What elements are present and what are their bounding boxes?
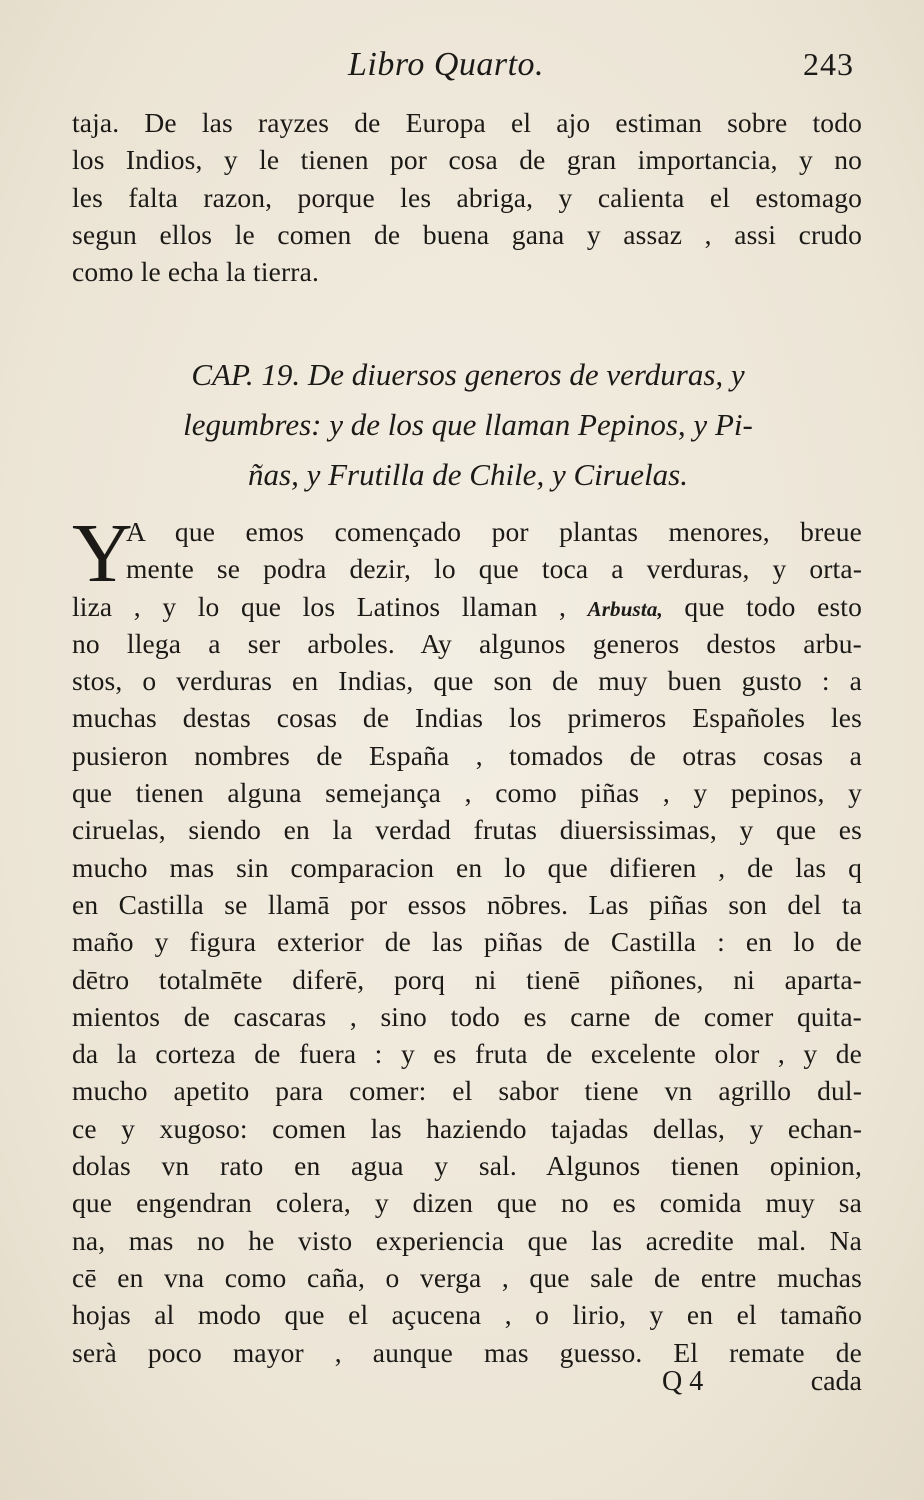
text-line-with-latin <box>72 588 862 625</box>
text-line: mente se podra dezir, lo que toca a verduras, y orta- <box>126 553 862 585</box>
text-line: serà poco mayor , aunque mas guesso. El remate de <box>72 1336 862 1368</box>
text-line: A que emos començado por plantas menores, breue <box>126 516 862 547</box>
text-line: en Castilla se llamā por essos nōbres. Las piñas son del ta <box>72 888 862 920</box>
text-line: stos, o verduras en Indias, que son de muy buen gusto : a <box>72 665 862 697</box>
text-segment: liza , y lo que los Latinos llaman , <box>72 590 567 622</box>
text-line: dolas vn rato en agua y sal. Algunos tienen opinion, <box>72 1150 862 1182</box>
text-line: hojas al modo que el açucena , o lirio, y en el tamaño <box>72 1299 862 1331</box>
text-line: como le echa la tierra. <box>72 256 319 288</box>
heading-line: CAP. 19. De diuersos generos de verduras, y <box>191 357 745 392</box>
text-line: cē en vna como caña, o verga , que sale de entre muchas <box>72 1261 862 1293</box>
paragraph-top <box>72 104 862 290</box>
text-line: los Indios, y le tienen por cosa de gran importancia, y no <box>72 144 862 176</box>
text-line: maño y figura exterior de las piñas de Castilla : en lo de <box>72 926 862 958</box>
page-header <box>0 46 924 96</box>
latin-word: Arbusta, <box>587 596 663 621</box>
text-line: muchas destas cosas de Indias los primeros Españoles les <box>72 702 862 734</box>
text-line: ce y xugoso: comen las haziendo tajadas dellas, y echan- <box>72 1112 862 1144</box>
text-line: dētro totalmēte diferē, porq ni tienē piñones, ni aparta- <box>72 963 862 995</box>
text-line: ciruelas, siendo en la verdad frutas diuersissimas, y que es <box>72 814 862 846</box>
heading-line: ñas, y Frutilla de Chile, y Ciruelas. <box>248 457 688 492</box>
text-line: que tienen alguna semejança , como piñas , y pepinos, y <box>72 777 862 809</box>
chapter-heading <box>118 350 818 500</box>
text-line: taja. De las rayzes de Europa el ajo estiman sobre todo <box>72 107 862 138</box>
catchword: cada <box>810 1366 862 1397</box>
text-line: segun ellos le comen de buena gana y assaz , assi crudo <box>72 218 862 250</box>
heading-line: legumbres: y de los que llaman Pepinos, y Pi- <box>183 407 753 442</box>
text-line: mientos de cascaras , sino todo es carne de comer quita- <box>72 1000 862 1032</box>
text-line: que engendran colera, y dizen que no es comida muy sa <box>72 1187 862 1219</box>
text-line: da la corteza de fuera : y es fruta de excelente olor , y de <box>72 1038 862 1070</box>
running-title: Libro Quarto. <box>348 46 545 83</box>
text-line: pusieron nombres de España , tomados de otras cosas a <box>72 739 862 771</box>
text-segment: que todo esto <box>684 590 862 622</box>
page-footer <box>0 1366 924 1406</box>
drop-cap: Y <box>72 507 133 600</box>
text-line: mucho apetito para comer: el sabor tiene vn agrillo dul- <box>72 1075 862 1107</box>
text-line: na, mas no he visto experiencia que las acredite mal. Na <box>72 1224 862 1256</box>
signature-mark: Q 4 <box>662 1366 704 1397</box>
main-text <box>72 507 862 1371</box>
text-line: les falta razon, porque les abriga, y calienta el estomago <box>72 181 862 213</box>
page-number: 243 <box>803 46 854 82</box>
text-line: mucho mas sin comparacion en lo que difieren , de las q <box>72 851 862 883</box>
text-line: no llega a ser arboles. Ay algunos generos destos arbu- <box>72 627 862 659</box>
